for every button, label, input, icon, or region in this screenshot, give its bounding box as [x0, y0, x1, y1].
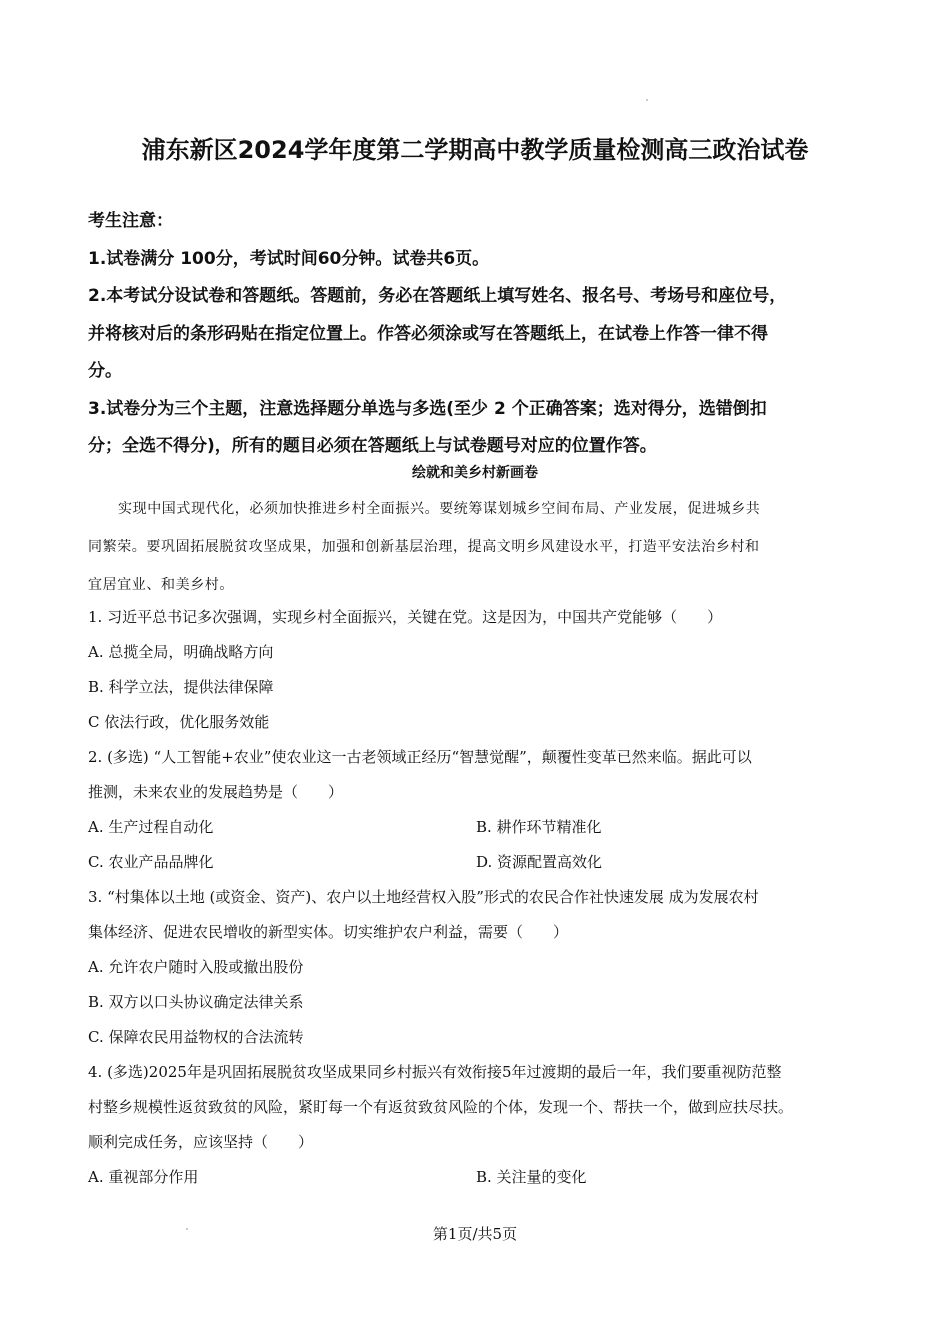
page-title: 浦东新区2024学年度第二学期高中教学质量检测高三政治试卷: [141, 136, 809, 164]
question-stem: 村整乡规模性返贫致贫的风险，紧盯每一个有返贫致贫风险的个体，发现一个、帮扶一个，做到应扶尽扶。: [88, 1098, 794, 1116]
question-2: [88, 740, 878, 880]
option-b: B. 科学立法，提供法律保障: [88, 678, 274, 696]
option-a: A. 允许农户随时入股或撤出股份: [88, 958, 304, 976]
question-stem: 4. (多选)2025年是巩固拓展脱贫攻坚成果同乡村振兴有效衔接5年过渡期的最后一年，我们要重视防范整: [88, 1063, 782, 1081]
intro-line-2: 同繁荣。要巩固拓展脱贫攻坚成果，加强和创新基层治理，提高文明乡风建设水平，打造平安法治乡村和: [88, 539, 760, 555]
question-stem: 2. (多选) “人工智能+农业”使农业这一古老领域正经历“智慧觉醒”，颠覆性变革已然来临。据此可以: [88, 748, 752, 766]
note-3-line-1: 3.试卷分为三个主题，注意选择题分单选与多选(至少 2 个正确答案；选对得分，选错倒扣: [88, 398, 767, 419]
note-2-line-1: 2.本考试分设试卷和答题纸。答题前，务必在答题纸上填写姓名、报名号、考场号和座位号，: [88, 286, 787, 306]
option-row: [88, 845, 878, 880]
notes-heading: 考生注意：: [88, 211, 173, 231]
note-3-line-2: 分；全选不得分)，所有的题目必须在答题纸上与试卷题号对应的位置作答。: [88, 436, 657, 456]
intro-line-1: 实现中国式现代化，必须加快推进乡村全面振兴。要统筹谋划城乡空间布局、产业发展，促进城乡共: [118, 501, 761, 517]
question-stem: 顺利完成任务，应该坚持（ ）: [88, 1133, 314, 1151]
question-stem: 集体经济、促进农民增收的新型实体。切实维护农户利益，需要（ ）: [88, 923, 569, 941]
section-title: 绘就和美乡村新画卷: [412, 465, 538, 481]
question-3: [88, 880, 878, 1055]
question-list: [88, 600, 878, 1195]
question-4: [88, 1055, 878, 1195]
option-c: C. 保障农民用益物权的合法流转: [88, 1028, 304, 1046]
option-b: B. 双方以口头协议确定法律关系: [88, 993, 304, 1011]
option-b: B. 关注量的变化: [476, 1168, 587, 1186]
page-footer: 第1页/共5页: [432, 1225, 518, 1243]
question-1: [88, 600, 878, 740]
option-c: C. 农业产品品牌化: [88, 853, 214, 871]
option-a: A. 生产过程自动化: [88, 818, 214, 836]
option-a: A. 总揽全局，明确战略方向: [88, 643, 274, 661]
section-intro: [88, 490, 868, 604]
note-2-line-2: 并将核对后的条形码贴在指定位置上。作答必须涂或写在答题纸上，在试卷上作答一律不得: [88, 323, 768, 344]
question-stem: 1. 习近平总书记多次强调，实现乡村全面振兴，关键在党。这是因为，中国共产党能够（ ）: [88, 608, 723, 626]
exam-notes: [88, 203, 888, 466]
note-1: 1.试卷满分 100分，考试时间60分钟。试卷共6页。: [88, 248, 490, 269]
option-row: [88, 1160, 878, 1195]
option-b: B. 耕作环节精准化: [476, 818, 602, 836]
option-row: [88, 810, 878, 845]
question-stem: 推测，未来农业的发展趋势是（ ）: [88, 783, 344, 801]
option-d: D. 资源配置高效化: [476, 853, 603, 871]
option-c: C 依法行政，优化服务效能: [88, 713, 270, 731]
intro-line-3: 宜居宜业、和美乡村。: [88, 577, 234, 593]
option-a: A. 重视部分作用: [88, 1168, 199, 1186]
note-2-line-3: 分。: [88, 361, 122, 381]
question-stem: 3. “村集体以土地 (或资金、资产)、农户以土地经营权入股”形式的农民合作社快速发展 成为发展农村: [88, 888, 759, 906]
scan-speck: [646, 99, 648, 101]
